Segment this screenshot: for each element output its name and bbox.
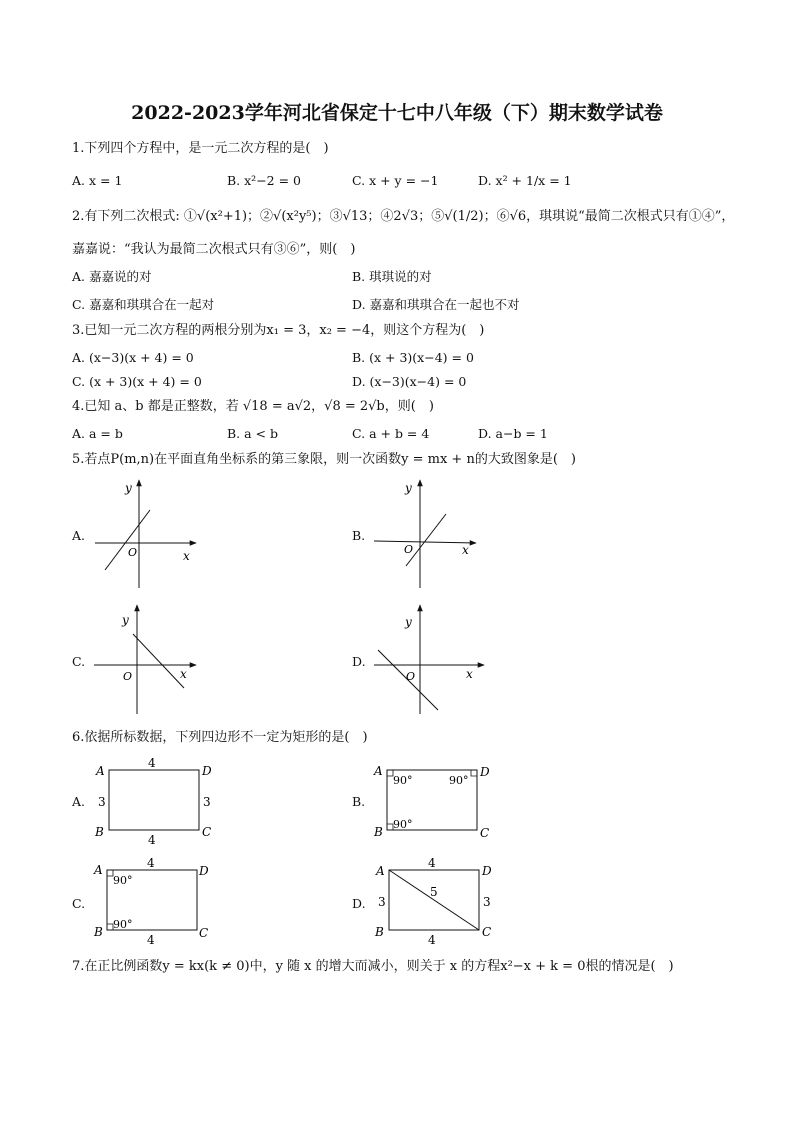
vertex-c: C [480, 826, 490, 840]
vertex-d: D [482, 864, 492, 878]
q6-option-d: D. [352, 896, 366, 911]
vertex-c: C [202, 825, 212, 839]
q3-option-d: D. (x−3)(x−4) = 0 [352, 374, 467, 389]
quadrilateral [109, 770, 199, 830]
side-top-label: 4 [428, 856, 436, 870]
vertex-a: A [376, 864, 385, 878]
q3-option-c: C. (x + 3)(x + 4) = 0 [72, 374, 202, 389]
q5-graph-d [370, 600, 490, 720]
vertex-b: B [375, 925, 384, 939]
origin-label: O [123, 670, 133, 683]
question-1-stem: 1.下列四个方程中，是一元二次方程的是( ) [72, 141, 329, 156]
side-top-label: 4 [147, 856, 155, 870]
q5-option-d: D. [352, 654, 366, 669]
vertex-c: C [482, 925, 492, 939]
q4-option-c: C. a + b = 4 [352, 426, 430, 441]
x-label: x [466, 667, 473, 681]
q5-graph-c [90, 600, 210, 720]
angle-a-label: 90° [113, 874, 133, 887]
y-label: y [405, 481, 412, 495]
q4-option-b: B. a < b [227, 426, 279, 441]
x-label: x [180, 667, 187, 681]
question-2-stem: 2.有下列二次根式: ①√(x²+1)；②√(x²y⁵)；③√13；④2√3；⑤√(1/2)；⑥√6，琪琪说“最简二次根式只有①④”， [72, 209, 735, 224]
q5-option-c: C. [72, 654, 86, 669]
q2-option-c: C. 嘉嘉和琪琪合在一起对 [72, 297, 215, 312]
q3-option-a: A. (x−3)(x + 4) = 0 [72, 350, 194, 365]
vertex-a: A [94, 863, 103, 877]
function-line [105, 510, 150, 570]
vertex-b: B [95, 825, 104, 839]
q2-option-b: B. 琪琪说的对 [352, 269, 432, 284]
side-right-label: 3 [483, 895, 491, 909]
q1-option-c: C. x + y = −1 [352, 173, 439, 188]
question-4-stem: 4.已知 a、b 都是正整数，若 √18 = a√2，√8 = 2√b，则( ) [72, 399, 434, 414]
q5-graph-b [370, 474, 490, 594]
q6-figure-c [90, 856, 230, 948]
y-label: y [125, 481, 132, 495]
q5-option-a: A. [72, 528, 86, 543]
side-left-label: 3 [98, 795, 106, 809]
question-2-stem-cont: 嘉嘉说：“我认为最简二次根式只有③⑥”，则( ) [72, 242, 356, 257]
side-bottom-label: 4 [148, 833, 156, 847]
question-5-stem: 5.若点P(m,n)在平面直角坐标系的第三象限，则一次函数y = mx + n的大致图象是( ) [72, 452, 576, 467]
page-title: 2022-2023学年河北省保定十七中八年级（下）期末数学试卷 [131, 102, 663, 124]
right-angle-mark-d [471, 770, 477, 776]
vertex-a: A [96, 764, 105, 778]
side-right-label: 3 [203, 795, 211, 809]
q3-option-b: B. (x + 3)(x−4) = 0 [352, 350, 474, 365]
q2-option-a: A. 嘉嘉说的对 [72, 269, 152, 284]
origin-label: O [404, 543, 414, 556]
question-6-stem: 6.依据所标数据，下列四边形不一定为矩形的是( ) [72, 730, 368, 745]
q6-figure-a [90, 756, 230, 848]
question-3-stem: 3.已知一元二次方程的两根分别为x₁ = 3，x₂ = −4，则这个方程为( ) [72, 323, 485, 338]
q2-option-d: D. 嘉嘉和琪琪合在一起也不对 [352, 297, 520, 312]
vertex-d: D [199, 864, 209, 878]
vertex-b: B [374, 825, 383, 839]
q6-figure-b [370, 756, 510, 848]
function-line [406, 514, 446, 566]
vertex-d: D [202, 764, 212, 778]
q6-option-c: C. [72, 896, 86, 911]
origin-label: O [128, 546, 138, 559]
vertex-b: B [94, 925, 103, 939]
q4-option-d: D. a−b = 1 [478, 426, 548, 441]
y-label: y [405, 615, 412, 629]
vertex-a: A [374, 764, 383, 778]
q4-option-a: A. a = b [72, 426, 123, 441]
q6-option-b: B. [352, 794, 366, 809]
angle-d-label: 90° [449, 774, 469, 787]
q1-option-d: D. x² + 1/x = 1 [478, 173, 572, 188]
diagonal-label: 5 [430, 885, 438, 899]
q1-option-b: B. x²−2 = 0 [227, 173, 301, 188]
side-left-label: 3 [378, 895, 386, 909]
q6-option-a: A. [72, 794, 86, 809]
side-top-label: 4 [148, 756, 156, 770]
function-line [133, 634, 184, 688]
q5-graph-a [90, 474, 210, 594]
side-bottom-label: 4 [147, 933, 155, 947]
diagonal-ac [389, 870, 479, 930]
question-7-stem: 7.在正比例函数y = kx(k ≠ 0)中，y 随 x 的增大而减小，则关于 x 的方程x²−x + k = 0根的情况是( ) [72, 959, 674, 974]
origin-label: O [406, 670, 416, 683]
q5-option-b: B. [352, 528, 366, 543]
q6-figure-d [370, 856, 510, 948]
y-label: y [122, 613, 129, 627]
vertex-d: D [480, 765, 490, 779]
side-bottom-label: 4 [428, 933, 436, 947]
q1-option-a: A. x = 1 [72, 173, 123, 188]
angle-b-label: 90° [393, 818, 413, 831]
angle-a-label: 90° [393, 774, 413, 787]
x-label: x [462, 543, 469, 557]
x-label: x [183, 549, 190, 563]
vertex-c: C [199, 926, 209, 940]
angle-b-label: 90° [113, 918, 133, 931]
